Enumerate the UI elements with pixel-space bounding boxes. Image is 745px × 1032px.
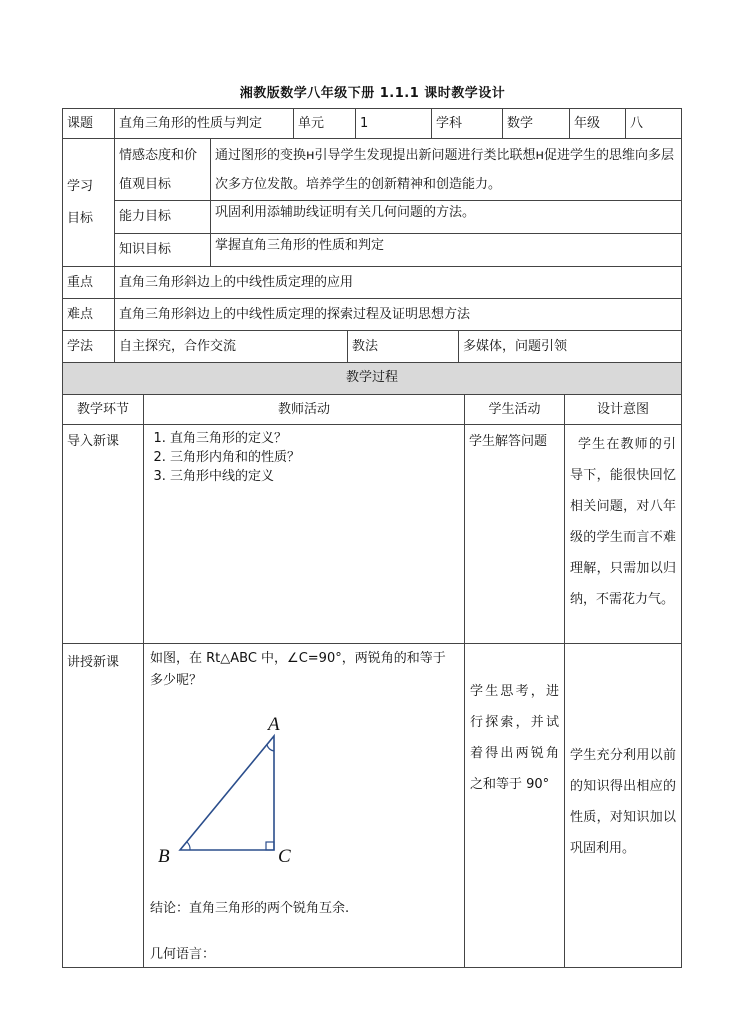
subject-label: 学科 xyxy=(431,108,503,139)
difficulty-label: 难点 xyxy=(62,298,115,331)
process-header: 教学过程 xyxy=(62,362,682,395)
list-item: 2. 三角形内角和的性质？ xyxy=(170,448,460,467)
learn-method-text: 自主探究，合作交流 xyxy=(114,330,348,363)
grade-value: 八 xyxy=(625,108,682,139)
triangle-svg xyxy=(154,710,304,870)
student-activity-new: 学生思考，进行探索，并试着得出两锐角之和等于 90° xyxy=(464,643,565,968)
subject-value: 数学 xyxy=(502,108,570,139)
intent-new: 学生充分利用以前的知识得出相应的性质，对知识加以巩固利用。 xyxy=(564,643,682,968)
col-intent-header: 设计意图 xyxy=(564,394,682,425)
conclusion-text: 结论：直角三角形的两个锐角互余. xyxy=(150,901,350,916)
grade-label: 年级 xyxy=(569,108,626,139)
angle-b-arc xyxy=(187,842,190,850)
goals-label-line1: 学习 xyxy=(67,178,94,194)
key-label: 重点 xyxy=(62,266,115,299)
stage-new: 讲授新课 xyxy=(62,643,144,968)
emotion-goal-text: 通过图形的变换ʜ引导学生发现提出新问题进行类比联想ʜ促进学生的思维向多层次多方位发散。培养学生的创新精神和创造能力。 xyxy=(210,138,682,201)
geometry-language-label: 几何语言： xyxy=(150,947,216,962)
topic-label: 课题 xyxy=(62,108,115,139)
difficulty-text: 直角三角形斜边上的中线性质定理的探索过程及证明思想方法 xyxy=(114,298,682,331)
angle-a-arc xyxy=(267,745,274,751)
teacher-activity-new xyxy=(143,643,465,968)
student-activity-intro: 学生解答问题 xyxy=(464,424,565,644)
teacher-activity-intro xyxy=(143,424,465,644)
topic-value: 直角三角形的性质与判定 xyxy=(114,108,294,139)
vertex-c-label: C xyxy=(278,846,291,867)
vertex-b-label: B xyxy=(158,846,170,867)
col-stage-header: 教学环节 xyxy=(62,394,144,425)
goals-label-line2: 目标 xyxy=(67,210,94,226)
question-list xyxy=(148,429,460,486)
triangle-figure xyxy=(154,710,304,876)
knowledge-goal-label: 知识目标 xyxy=(114,233,211,267)
knowledge-goal-text: 掌握直角三角形的性质和判定 xyxy=(210,233,682,267)
list-item: 3. 三角形中线的定义 xyxy=(170,467,460,486)
ability-goal-label: 能力目标 xyxy=(114,200,211,234)
stage-intro: 导入新课 xyxy=(62,424,144,644)
question-prompt: 如图，在 Rt△ABC 中，∠C=90°，两锐角的和等于多少呢？ xyxy=(150,651,446,688)
page-title: 湘教版数学八年级下册 1.1.1 课时教学设计 xyxy=(239,86,506,101)
list-item: 1. 直角三角形的定义？ xyxy=(170,429,460,448)
learn-method-label: 学法 xyxy=(62,330,115,363)
triangle-shape xyxy=(180,736,274,850)
ability-goal-text: 巩固利用添辅助线证明有关几何问题的方法。 xyxy=(210,200,682,234)
unit-value: 1 xyxy=(355,108,432,139)
vertex-a-label: A xyxy=(268,714,280,735)
key-text: 直角三角形斜边上的中线性质定理的应用 xyxy=(114,266,682,299)
col-teacher-header: 教师活动 xyxy=(143,394,465,425)
teach-method-text: 多媒体，问题引领 xyxy=(458,330,682,363)
unit-label: 单元 xyxy=(293,108,356,139)
right-angle-mark xyxy=(266,842,274,850)
teach-method-label: 教法 xyxy=(347,330,459,363)
intent-intro: 学生在教师的引导下，能很快回忆相关问题，对八年级的学生而言不难理解，只需加以归纳，不需花力气。 xyxy=(564,424,682,644)
col-student-header: 学生活动 xyxy=(464,394,565,425)
emotion-goal-label: 情感态度和价值观目标 xyxy=(114,138,211,201)
goals-label xyxy=(62,138,115,267)
